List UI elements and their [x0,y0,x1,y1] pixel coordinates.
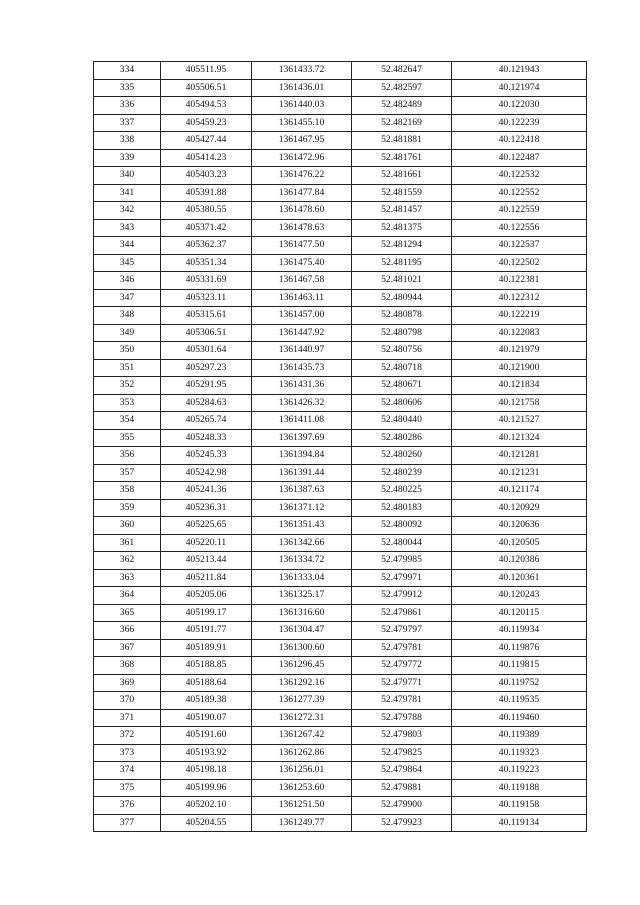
x-coordinate-cell: 405189.38 [161,692,252,710]
x-coordinate-cell: 405391.88 [161,184,252,202]
longitude-cell: 40.121527 [452,412,587,430]
point-number-cell: 361 [94,534,161,552]
x-coordinate-cell: 405331.69 [161,272,252,290]
table-row [94,657,587,675]
x-coordinate-cell: 405362.37 [161,237,252,255]
longitude-cell: 40.122312 [452,289,587,307]
x-coordinate-cell: 405371.42 [161,219,252,237]
longitude-cell: 40.122219 [452,307,587,325]
point-number-cell: 365 [94,604,161,622]
latitude-cell: 52.479781 [352,639,452,657]
longitude-cell: 40.119389 [452,727,587,745]
longitude-cell: 40.119158 [452,797,587,815]
point-number-cell: 359 [94,499,161,517]
longitude-cell: 40.121900 [452,359,587,377]
x-coordinate-cell: 405188.64 [161,674,252,692]
longitude-cell: 40.121943 [452,62,587,80]
x-coordinate-cell: 405265.74 [161,412,252,430]
latitude-cell: 52.481761 [352,149,452,167]
table-row [94,359,587,377]
y-coordinate-cell: 1361397.69 [252,429,352,447]
point-number-cell: 366 [94,622,161,640]
table-row [94,464,587,482]
latitude-cell: 52.480798 [352,324,452,342]
point-number-cell: 342 [94,202,161,220]
x-coordinate-cell: 405202.10 [161,797,252,815]
point-number-cell: 349 [94,324,161,342]
x-coordinate-cell: 405301.64 [161,342,252,360]
y-coordinate-cell: 1361433.72 [252,62,352,80]
y-coordinate-cell: 1361435.73 [252,359,352,377]
table-row [94,709,587,727]
point-number-cell: 352 [94,377,161,395]
y-coordinate-cell: 1361253.60 [252,779,352,797]
table-row [94,482,587,500]
y-coordinate-cell: 1361394.84 [252,447,352,465]
table-row [94,149,587,167]
table-row [94,254,587,272]
y-coordinate-cell: 1361455.10 [252,114,352,132]
point-number-cell: 337 [94,114,161,132]
x-coordinate-cell: 405459.23 [161,114,252,132]
longitude-cell: 40.122239 [452,114,587,132]
table-row [94,569,587,587]
latitude-cell: 52.479861 [352,604,452,622]
latitude-cell: 52.480756 [352,342,452,360]
longitude-cell: 40.119876 [452,639,587,657]
latitude-cell: 52.482169 [352,114,452,132]
latitude-cell: 52.479797 [352,622,452,640]
longitude-cell: 40.122030 [452,97,587,115]
table-row [94,307,587,325]
point-number-cell: 353 [94,394,161,412]
point-number-cell: 335 [94,79,161,97]
x-coordinate-cell: 405205.06 [161,587,252,605]
y-coordinate-cell: 1361477.50 [252,237,352,255]
point-number-cell: 377 [94,814,161,832]
table-row [94,604,587,622]
x-coordinate-cell: 405191.60 [161,727,252,745]
latitude-cell: 52.480239 [352,464,452,482]
latitude-cell: 52.481559 [352,184,452,202]
point-number-cell: 341 [94,184,161,202]
y-coordinate-cell: 1361476.22 [252,167,352,185]
y-coordinate-cell: 1361440.97 [252,342,352,360]
y-coordinate-cell: 1361457.00 [252,307,352,325]
y-coordinate-cell: 1361411.08 [252,412,352,430]
latitude-cell: 52.481661 [352,167,452,185]
y-coordinate-cell: 1361463.11 [252,289,352,307]
latitude-cell: 52.480092 [352,517,452,535]
latitude-cell: 52.479771 [352,674,452,692]
latitude-cell: 52.480440 [352,412,452,430]
longitude-cell: 40.120929 [452,499,587,517]
longitude-cell: 40.119934 [452,622,587,640]
x-coordinate-cell: 405241.36 [161,482,252,500]
table-row [94,132,587,150]
table-row [94,779,587,797]
latitude-cell: 52.480286 [352,429,452,447]
longitude-cell: 40.122502 [452,254,587,272]
longitude-cell: 40.119752 [452,674,587,692]
table-row [94,202,587,220]
table-row [94,534,587,552]
x-coordinate-cell: 405315.61 [161,307,252,325]
y-coordinate-cell: 1361387.63 [252,482,352,500]
longitude-cell: 40.120505 [452,534,587,552]
y-coordinate-cell: 1361316.60 [252,604,352,622]
longitude-cell: 40.119535 [452,692,587,710]
x-coordinate-cell: 405189.91 [161,639,252,657]
table-row [94,587,587,605]
y-coordinate-cell: 1361267.42 [252,727,352,745]
y-coordinate-cell: 1361325.17 [252,587,352,605]
point-number-cell: 345 [94,254,161,272]
latitude-cell: 52.479825 [352,744,452,762]
x-coordinate-cell: 405248.33 [161,429,252,447]
y-coordinate-cell: 1361296.45 [252,657,352,675]
x-coordinate-cell: 405198.18 [161,762,252,780]
x-coordinate-cell: 405211.84 [161,569,252,587]
longitude-cell: 40.122552 [452,184,587,202]
longitude-cell: 40.120636 [452,517,587,535]
longitude-cell: 40.121281 [452,447,587,465]
table-row [94,814,587,832]
x-coordinate-cell: 405427.44 [161,132,252,150]
latitude-cell: 52.479900 [352,797,452,815]
table-row [94,237,587,255]
x-coordinate-cell: 405351.34 [161,254,252,272]
x-coordinate-cell: 405242.98 [161,464,252,482]
longitude-cell: 40.121834 [452,377,587,395]
point-number-cell: 346 [94,272,161,290]
table-row [94,762,587,780]
latitude-cell: 52.482597 [352,79,452,97]
latitude-cell: 52.479772 [352,657,452,675]
latitude-cell: 52.481457 [352,202,452,220]
x-coordinate-cell: 405494.53 [161,97,252,115]
longitude-cell: 40.119188 [452,779,587,797]
latitude-cell: 52.480671 [352,377,452,395]
longitude-cell: 40.119323 [452,744,587,762]
x-coordinate-cell: 405199.17 [161,604,252,622]
x-coordinate-cell: 405190.07 [161,709,252,727]
latitude-cell: 52.481881 [352,132,452,150]
latitude-cell: 52.481195 [352,254,452,272]
x-coordinate-cell: 405220.11 [161,534,252,552]
point-number-cell: 374 [94,762,161,780]
point-number-cell: 369 [94,674,161,692]
latitude-cell: 52.480944 [352,289,452,307]
table-row [94,447,587,465]
point-number-cell: 367 [94,639,161,657]
table-row [94,552,587,570]
point-number-cell: 355 [94,429,161,447]
longitude-cell: 40.121974 [452,79,587,97]
table-row [94,342,587,360]
table-row [94,622,587,640]
x-coordinate-cell: 405193.92 [161,744,252,762]
y-coordinate-cell: 1361475.40 [252,254,352,272]
point-number-cell: 376 [94,797,161,815]
latitude-cell: 52.479912 [352,587,452,605]
latitude-cell: 52.480225 [352,482,452,500]
latitude-cell: 52.479881 [352,779,452,797]
point-number-cell: 364 [94,587,161,605]
longitude-cell: 40.122487 [452,149,587,167]
point-number-cell: 372 [94,727,161,745]
coordinates-table [93,61,587,832]
longitude-cell: 40.122537 [452,237,587,255]
latitude-cell: 52.480044 [352,534,452,552]
point-number-cell: 362 [94,552,161,570]
y-coordinate-cell: 1361431.36 [252,377,352,395]
table-row [94,639,587,657]
point-number-cell: 350 [94,342,161,360]
y-coordinate-cell: 1361467.95 [252,132,352,150]
y-coordinate-cell: 1361304.47 [252,622,352,640]
x-coordinate-cell: 405236.31 [161,499,252,517]
point-number-cell: 339 [94,149,161,167]
longitude-cell: 40.121758 [452,394,587,412]
x-coordinate-cell: 405380.55 [161,202,252,220]
table-row [94,167,587,185]
table-row [94,289,587,307]
y-coordinate-cell: 1361251.50 [252,797,352,815]
y-coordinate-cell: 1361351.43 [252,517,352,535]
point-number-cell: 336 [94,97,161,115]
x-coordinate-cell: 405506.51 [161,79,252,97]
table-row [94,499,587,517]
y-coordinate-cell: 1361440.03 [252,97,352,115]
x-coordinate-cell: 405291.95 [161,377,252,395]
latitude-cell: 52.479923 [352,814,452,832]
longitude-cell: 40.121324 [452,429,587,447]
table-row [94,114,587,132]
y-coordinate-cell: 1361334.72 [252,552,352,570]
table-row [94,272,587,290]
longitude-cell: 40.122559 [452,202,587,220]
table-row [94,97,587,115]
table-row [94,797,587,815]
longitude-cell: 40.122556 [452,219,587,237]
y-coordinate-cell: 1361292.16 [252,674,352,692]
latitude-cell: 52.479803 [352,727,452,745]
longitude-cell: 40.120243 [452,587,587,605]
longitude-cell: 40.120361 [452,569,587,587]
latitude-cell: 52.479971 [352,569,452,587]
y-coordinate-cell: 1361272.31 [252,709,352,727]
longitude-cell: 40.119134 [452,814,587,832]
latitude-cell: 52.480183 [352,499,452,517]
longitude-cell: 40.122418 [452,132,587,150]
x-coordinate-cell: 405297.23 [161,359,252,377]
longitude-cell: 40.122532 [452,167,587,185]
table-row [94,219,587,237]
point-number-cell: 373 [94,744,161,762]
point-number-cell: 356 [94,447,161,465]
longitude-cell: 40.120115 [452,604,587,622]
x-coordinate-cell: 405284.63 [161,394,252,412]
table-row [94,692,587,710]
latitude-cell: 52.481294 [352,237,452,255]
y-coordinate-cell: 1361477.84 [252,184,352,202]
latitude-cell: 52.482647 [352,62,452,80]
latitude-cell: 52.480606 [352,394,452,412]
x-coordinate-cell: 405204.55 [161,814,252,832]
table-row [94,674,587,692]
y-coordinate-cell: 1361371.12 [252,499,352,517]
point-number-cell: 344 [94,237,161,255]
x-coordinate-cell: 405323.11 [161,289,252,307]
table-row [94,324,587,342]
x-coordinate-cell: 405403.23 [161,167,252,185]
x-coordinate-cell: 405306.51 [161,324,252,342]
y-coordinate-cell: 1361391.44 [252,464,352,482]
point-number-cell: 358 [94,482,161,500]
x-coordinate-cell: 405199.96 [161,779,252,797]
point-number-cell: 363 [94,569,161,587]
latitude-cell: 52.479781 [352,692,452,710]
point-number-cell: 354 [94,412,161,430]
x-coordinate-cell: 405414.23 [161,149,252,167]
x-coordinate-cell: 405213.44 [161,552,252,570]
longitude-cell: 40.121231 [452,464,587,482]
longitude-cell: 40.122083 [452,324,587,342]
x-coordinate-cell: 405188.85 [161,657,252,675]
y-coordinate-cell: 1361300.60 [252,639,352,657]
x-coordinate-cell: 405225.65 [161,517,252,535]
y-coordinate-cell: 1361333.04 [252,569,352,587]
latitude-cell: 52.479985 [352,552,452,570]
x-coordinate-cell: 405511.95 [161,62,252,80]
table-row [94,517,587,535]
longitude-cell: 40.122381 [452,272,587,290]
table-row [94,62,587,80]
latitude-cell: 52.482489 [352,97,452,115]
latitude-cell: 52.480260 [352,447,452,465]
y-coordinate-cell: 1361342.66 [252,534,352,552]
latitude-cell: 52.481021 [352,272,452,290]
y-coordinate-cell: 1361467.58 [252,272,352,290]
y-coordinate-cell: 1361436.01 [252,79,352,97]
table-row [94,412,587,430]
latitude-cell: 52.479788 [352,709,452,727]
longitude-cell: 40.121174 [452,482,587,500]
coordinates-table-body [94,62,587,832]
point-number-cell: 347 [94,289,161,307]
point-number-cell: 357 [94,464,161,482]
y-coordinate-cell: 1361478.60 [252,202,352,220]
point-number-cell: 370 [94,692,161,710]
y-coordinate-cell: 1361447.92 [252,324,352,342]
y-coordinate-cell: 1361256.01 [252,762,352,780]
longitude-cell: 40.119460 [452,709,587,727]
y-coordinate-cell: 1361277.39 [252,692,352,710]
table-row [94,429,587,447]
longitude-cell: 40.119815 [452,657,587,675]
table-row [94,79,587,97]
point-number-cell: 338 [94,132,161,150]
table-row [94,744,587,762]
point-number-cell: 348 [94,307,161,325]
y-coordinate-cell: 1361472.96 [252,149,352,167]
point-number-cell: 360 [94,517,161,535]
table-row [94,184,587,202]
longitude-cell: 40.119223 [452,762,587,780]
longitude-cell: 40.120386 [452,552,587,570]
point-number-cell: 351 [94,359,161,377]
longitude-cell: 40.121979 [452,342,587,360]
point-number-cell: 343 [94,219,161,237]
x-coordinate-cell: 405245.33 [161,447,252,465]
x-coordinate-cell: 405191.77 [161,622,252,640]
point-number-cell: 368 [94,657,161,675]
table-row [94,727,587,745]
y-coordinate-cell: 1361262.86 [252,744,352,762]
table-row [94,377,587,395]
latitude-cell: 52.480878 [352,307,452,325]
point-number-cell: 334 [94,62,161,80]
y-coordinate-cell: 1361426.32 [252,394,352,412]
latitude-cell: 52.481375 [352,219,452,237]
point-number-cell: 340 [94,167,161,185]
latitude-cell: 52.480718 [352,359,452,377]
y-coordinate-cell: 1361249.77 [252,814,352,832]
table-row [94,394,587,412]
y-coordinate-cell: 1361478.63 [252,219,352,237]
latitude-cell: 52.479864 [352,762,452,780]
point-number-cell: 371 [94,709,161,727]
point-number-cell: 375 [94,779,161,797]
